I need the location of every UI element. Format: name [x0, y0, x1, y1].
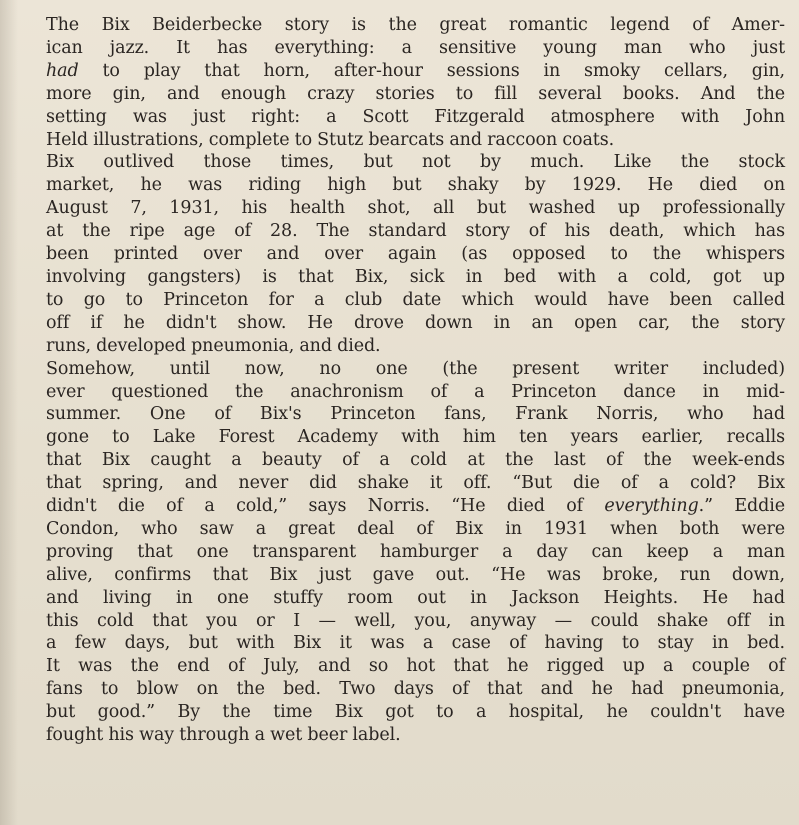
text-line: ever questioned the anachronism of a Princeton dance in mid- [46, 381, 785, 402]
text-line: at the ripe age of 28. The standard story of his death, which has [46, 221, 785, 242]
text-line: that spring, and never did shake it off. “But die of a cold? Bix [46, 473, 785, 494]
text-line: and living in one stuffy room out in Jackson Heights. He had [46, 587, 785, 608]
text-line: a few days, but with Bix it was a case of having to stay in bed. [46, 633, 785, 654]
text-line: more gin, and enough crazy stories to fill several books. And the [46, 83, 785, 104]
text-line: Condon, who saw a great deal of Bix in 1931 when both were [46, 518, 785, 539]
text-line: involving gangsters) is that Bix, sick in bed with a cold, got up [46, 266, 785, 287]
text-line: fans to blow on the bed. Two days of that and he had pneumonia, [46, 679, 785, 700]
italic-emphasis: had [46, 60, 79, 81]
text-line: fought his way through a wet beer label. [46, 725, 401, 746]
page-edge-shadow [0, 0, 18, 825]
italic-emphasis: everything [604, 496, 699, 517]
text-line: alive, confirms that Bix just gave out. “He was broke, run down, [46, 564, 785, 585]
text-line: market, he was riding high but shaky by 1929. He died on [46, 175, 785, 196]
paragraph-1 [46, 14, 785, 151]
cutoff-next-line [49, 817, 109, 825]
text-line: Held illustrations, complete to Stutz bearcats and raccoon coats. [46, 129, 615, 150]
text-line: gone to Lake Forest Academy with him ten years earlier, recalls [46, 427, 785, 448]
article-body [46, 14, 785, 747]
text-line: runs, developed pneumonia, and died. [46, 335, 381, 356]
text-line: but good.” By the time Bix got to a hospital, he couldn't have [46, 702, 785, 723]
text-line: had to play that horn, after-hour sessions in smoky cellars, gin, [46, 60, 785, 81]
text-line: this cold that you or I — well, you, anyway — could shake off in [46, 610, 785, 631]
text-line: Bix outlived those times, but not by much. Like the stock [46, 152, 785, 173]
text-line: Somehow, until now, no one (the present writer included) [46, 358, 785, 379]
text-line: didn't die of a cold,” says Norris. “He died of everything.” Eddie [46, 496, 785, 517]
text-line: It was the end of July, and so hot that he rigged up a couple of [46, 656, 785, 677]
text-line: proving that one transparent hamburger a day can keep a man [46, 541, 785, 562]
text-line: summer. One of Bix's Princeton fans, Frank Norris, who had [46, 404, 785, 425]
text-line: that Bix caught a beauty of a cold at the last of the week-ends [46, 450, 785, 471]
paragraph-3 [46, 358, 785, 747]
text-line: The Bix Beiderbecke story is the great romantic legend of Amer- [46, 15, 785, 35]
text-line: ican jazz. It has everything: a sensitive young man who just [46, 37, 785, 58]
text-line: August 7, 1931, his health shot, all but washed up professionally [46, 198, 785, 219]
text-line: off if he didn't show. He drove down in an open car, the story [46, 312, 785, 333]
text-line: to go to Princeton for a club date which would have been called [46, 289, 785, 310]
text-line: been printed over and over again (as opposed to the whispers [46, 244, 785, 265]
text-line: setting was just right: a Scott Fitzgerald atmosphere with John [46, 106, 785, 127]
paragraph-2 [46, 151, 785, 357]
